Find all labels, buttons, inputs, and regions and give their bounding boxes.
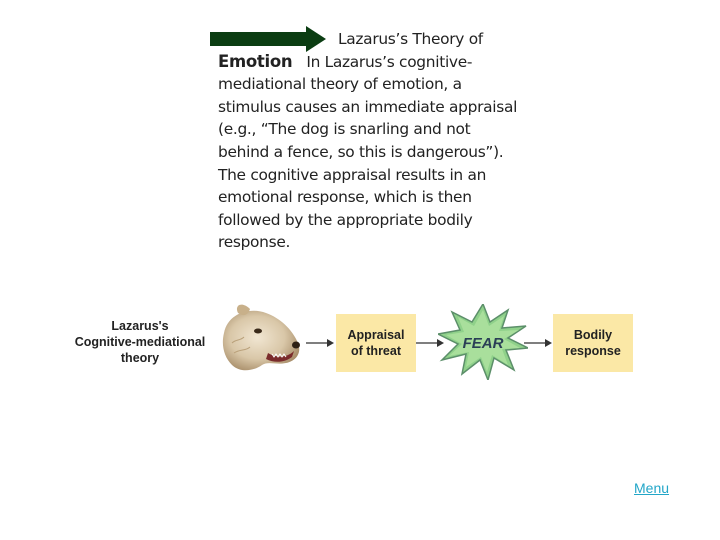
caption-line-8: response.: [218, 233, 291, 252]
snarling-dog-image: [218, 303, 304, 379]
fear-burst-icon: [438, 304, 528, 380]
menu-link[interactable]: Menu: [634, 480, 670, 496]
caption-line-6: emotional response, which is then: [218, 188, 472, 207]
arrow-right-icon: [524, 338, 552, 348]
caption-line-4: behind a fence, so this is dangerous”).: [218, 142, 504, 161]
appraisal-box: [336, 314, 416, 372]
diagram-label-line-1: Cognitive-mediational: [74, 335, 206, 349]
appraisal-line-1: of threat: [351, 344, 401, 358]
caption-line-5: The cognitive appraisal results in an: [218, 165, 487, 184]
caption-line-2: stimulus causes an immediate appraisal: [218, 97, 518, 116]
caption-line-1: mediational theory of emotion, a: [218, 75, 462, 94]
caption-line-0: In Lazarus’s cognitive-: [306, 52, 473, 71]
diagram-label: [70, 318, 210, 366]
caption-line-7: followed by the appropriate bodily: [218, 210, 473, 229]
bodily-response-box: [553, 314, 633, 372]
caption-line-3: (e.g., “The dog is snarling and not: [218, 120, 471, 139]
diagram-label-line-2: theory: [120, 351, 160, 365]
caption-title-cont: Emotion: [218, 51, 293, 71]
response-line-1: response: [565, 344, 621, 358]
fear-label: FEAR: [462, 335, 504, 352]
appraisal-line-0: Appraisal: [347, 328, 405, 342]
caption-title: Lazarus’s Theory of: [338, 30, 483, 48]
diagram-label-line-0: Lazarus's: [111, 319, 169, 333]
response-line-0: Bodily: [573, 328, 613, 342]
caption: [218, 28, 518, 254]
arrow-right-icon: [306, 338, 334, 348]
caption-line: [218, 51, 518, 74]
